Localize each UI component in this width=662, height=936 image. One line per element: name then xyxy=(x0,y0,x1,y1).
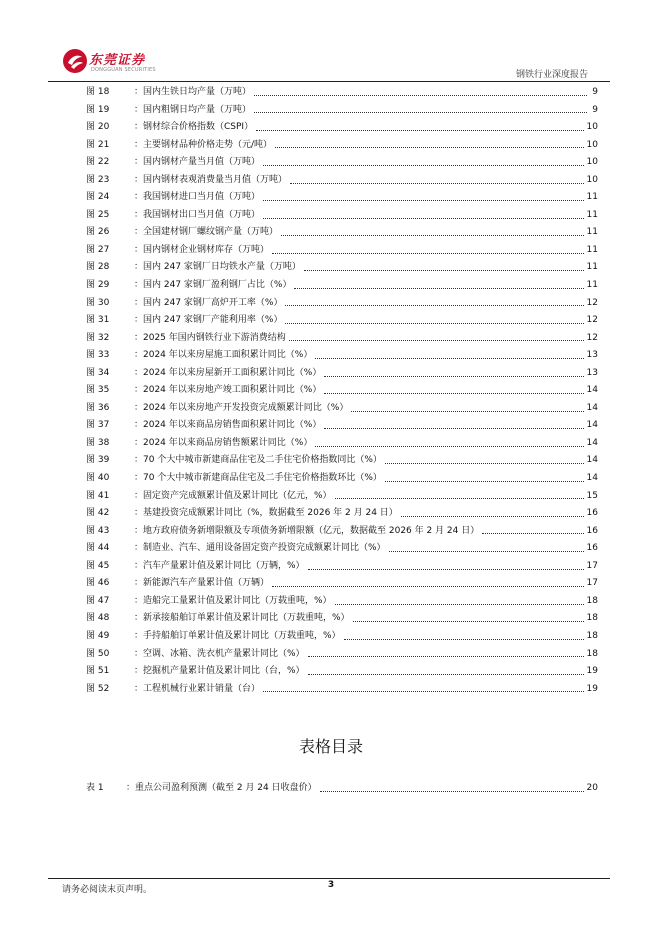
toc-entry[interactable] xyxy=(86,295,598,313)
toc-entry-leader xyxy=(385,462,584,464)
toc-entry-page: 16 xyxy=(586,543,598,554)
toc-entry-title: ：我国钢材出口当月值（万吨） xyxy=(134,209,261,220)
toc-entry-label: 图 25 xyxy=(86,209,110,220)
page-header xyxy=(0,0,662,84)
toc-entry-title: ：国内钢材企业钢材库存（万吨） xyxy=(134,244,270,255)
toc-entry-page: 10 xyxy=(586,174,598,185)
toc-entry[interactable] xyxy=(86,663,598,681)
toc-entry-page: 11 xyxy=(586,280,598,291)
toc-entry-title: ：地方政府债务新增限额及专项债务新增限额（亿元，数据截至 2026 年 2 月 24 日） xyxy=(134,525,480,536)
toc-entry-title: ：国内 247 家钢厂日均铁水产量（万吨） xyxy=(134,262,301,273)
toc-entry[interactable] xyxy=(86,347,598,365)
report-type: 钢铁行业深度报告 xyxy=(515,70,588,80)
toc-entry-title: ：国内 247 家钢厂产能利用率（%） xyxy=(134,315,283,326)
toc-entry-label: 图 38 xyxy=(86,437,110,448)
footer-disclaimer: 请务必阅读末页声明。 xyxy=(62,885,153,895)
toc-entry-label: 图 50 xyxy=(86,648,110,659)
toc-entry-page: 14 xyxy=(586,385,598,396)
toc-entry[interactable] xyxy=(86,224,598,242)
toc-entry-label: 表 1 xyxy=(86,783,104,793)
toc-entry-leader xyxy=(335,497,584,499)
toc-entry-page: 18 xyxy=(586,630,598,641)
toc-entry[interactable] xyxy=(86,119,598,137)
toc-entry-label: 图 45 xyxy=(86,560,110,571)
toc-entry-title: ：国内 247 家钢厂高炉开工率（%） xyxy=(134,297,283,308)
toc-entry-title: ：挖掘机产量累计值及累计同比（台，%） xyxy=(134,666,305,677)
toc-entry-page: 19 xyxy=(586,666,598,677)
toc-entry-page: 14 xyxy=(586,420,598,431)
toc-entry-label: 图 36 xyxy=(86,402,110,413)
toc-entry-page: 16 xyxy=(586,525,598,536)
toc-entry-title: ：国内 247 家钢厂盈利钢厂占比（%） xyxy=(134,280,292,291)
toc-entry-label: 图 49 xyxy=(86,630,110,641)
toc-entry[interactable] xyxy=(86,400,598,418)
toc-entry-leader xyxy=(263,690,584,692)
toc-entry-page: 10 xyxy=(586,122,598,133)
toc-entry-label: 图 43 xyxy=(86,525,110,536)
toc-entry[interactable] xyxy=(86,382,598,400)
toc-entry-page: 19 xyxy=(586,683,598,694)
toc-entry-leader xyxy=(385,480,584,482)
toc-entry[interactable] xyxy=(86,610,598,628)
toc-entry-label: 图 35 xyxy=(86,385,110,396)
toc-entry[interactable] xyxy=(86,470,598,488)
toc-entry[interactable] xyxy=(86,505,598,523)
toc-entry[interactable] xyxy=(86,523,598,541)
toc-entry[interactable] xyxy=(86,137,598,155)
toc-entry-leader xyxy=(263,199,584,201)
toc-entry-leader xyxy=(263,164,584,166)
toc-entry-page: 11 xyxy=(586,244,598,255)
toc-entry-title: ：工程机械行业累计销量（台） xyxy=(134,683,261,694)
toc-entry[interactable] xyxy=(86,207,598,225)
toc-entry-title: ：空调、冰箱、洗衣机产量累计同比（%） xyxy=(134,648,305,659)
toc-entry-label: 图 19 xyxy=(86,104,110,115)
toc-entry-leader xyxy=(304,269,584,271)
toc-entry-page: 11 xyxy=(586,262,598,273)
toc-entry-title: ：国内钢材表观消费量当月值（万吨） xyxy=(134,174,288,185)
toc-entry-page: 10 xyxy=(586,157,598,168)
toc-entry-label: 图 46 xyxy=(86,578,110,589)
toc-entry-label: 图 34 xyxy=(86,367,110,378)
toc-entry-title: ：国内粗钢日均产量（万吨） xyxy=(134,104,252,115)
toc-entry-page: 12 xyxy=(586,315,598,326)
toc-entry-page: 9 xyxy=(592,87,598,97)
page-number: 3 xyxy=(327,880,335,890)
toc-entry-leader xyxy=(263,217,584,219)
toc-entry-page: 10 xyxy=(586,139,598,150)
toc-entry-label: 图 37 xyxy=(86,420,110,431)
toc-entry-leader xyxy=(281,234,584,236)
toc-entry-page: 18 xyxy=(586,648,598,659)
toc-entry-leader xyxy=(315,357,583,359)
toc-entry[interactable] xyxy=(86,575,598,593)
toc-entry-page: 9 xyxy=(592,104,598,115)
toc-entry-leader xyxy=(389,550,584,552)
toc-entry-label: 图 48 xyxy=(86,613,110,624)
toc-entry-page: 12 xyxy=(586,297,598,308)
toc-entry-title: ：我国钢材进口当月值（万吨） xyxy=(134,192,261,203)
toc-entry[interactable] xyxy=(86,102,598,120)
toc-entry[interactable] xyxy=(86,365,598,383)
toc-entry-title: ：手持船舶订单累计值及累计同比（万载重吨，%） xyxy=(134,630,341,641)
toc-entry-page: 11 xyxy=(586,192,598,203)
toc-entry-label: 图 28 xyxy=(86,262,110,273)
toc-entry-leader xyxy=(335,603,584,605)
toc-entry[interactable] xyxy=(86,488,598,506)
toc-entry-title: ：国内生铁日均产量（万吨） xyxy=(134,87,252,97)
toc-entry-label: 图 51 xyxy=(86,666,110,677)
toc-entry-title: ：新能源汽车产量累计值（万辆） xyxy=(134,578,270,589)
toc-entry-label: 图 29 xyxy=(86,280,110,291)
toc-entry[interactable] xyxy=(86,242,598,260)
toc-entry-title: ：主要钢材品种价格走势（元/吨） xyxy=(134,139,273,150)
toc-entry[interactable] xyxy=(86,452,598,470)
toc-entry-label: 图 24 xyxy=(86,192,110,203)
toc-entry-leader xyxy=(324,427,583,429)
toc-entry-title: ：基建投资完成额累计同比（%，数据截至 2026 年 2 月 24 日） xyxy=(134,508,398,519)
toc-entry[interactable] xyxy=(86,330,598,348)
toc-entry[interactable] xyxy=(86,417,598,435)
toc-entry-page: 14 xyxy=(586,455,598,466)
toc-entry[interactable] xyxy=(86,558,598,576)
toc-entry-page: 14 xyxy=(586,473,598,484)
toc-entry-label: 图 40 xyxy=(86,473,110,484)
company-logo xyxy=(62,48,162,78)
toc-entry-leader xyxy=(256,129,583,131)
toc-entry[interactable] xyxy=(86,435,598,453)
toc-entry-label: 图 52 xyxy=(86,683,110,694)
toc-entry-page: 17 xyxy=(586,560,598,571)
toc-entry[interactable] xyxy=(86,540,598,558)
toc-entry-leader xyxy=(285,304,583,306)
toc-entry-title: ：国内钢材产量当月值（万吨） xyxy=(134,157,261,168)
toc-entry-leader xyxy=(324,392,583,394)
toc-entry[interactable] xyxy=(86,84,598,102)
toc-entry-page: 14 xyxy=(586,437,598,448)
toc-entry-page: 13 xyxy=(586,367,598,378)
toc-entry-leader xyxy=(482,532,583,534)
toc-entry-label: 图 27 xyxy=(86,244,110,255)
toc-entry-title: ：钢材综合价格指数（CSPI） xyxy=(134,122,254,133)
figures-toc xyxy=(86,84,598,698)
toc-entry-label: 图 33 xyxy=(86,350,110,361)
toc-entry-title: ：2024 年以来房地产开发投资完成额累计同比（%） xyxy=(134,402,349,413)
dongguan-securities-logo-icon xyxy=(62,48,88,74)
toc-entry-title: ：固定资产完成额累计值及累计同比（亿元，%） xyxy=(134,490,332,501)
toc-entry-leader xyxy=(324,375,583,377)
toc-entry-label: 图 47 xyxy=(86,595,110,606)
toc-entry-page: 11 xyxy=(586,209,598,220)
toc-entry-page: 20 xyxy=(586,783,598,793)
toc-entry-leader xyxy=(353,620,584,622)
toc-entry-leader xyxy=(289,339,584,341)
toc-entry-page: 18 xyxy=(586,613,598,624)
toc-entry[interactable] xyxy=(86,189,598,207)
toc-entry-page: 16 xyxy=(586,508,598,519)
toc-entry-page: 11 xyxy=(586,227,598,238)
toc-entry-page: 18 xyxy=(586,595,598,606)
toc-entry[interactable] xyxy=(86,277,598,295)
header-divider xyxy=(48,81,610,82)
toc-entry-page: 14 xyxy=(586,402,598,413)
toc-entry-title: ：2025 年国内钢铁行业下游消费结构 xyxy=(134,332,286,343)
toc-entry[interactable] xyxy=(86,259,598,277)
toc-entry-leader xyxy=(254,94,587,96)
toc-entry-page: 17 xyxy=(586,578,598,589)
toc-entry-title: ：重点公司盈利预测（截至 2 月 24 日收盘价） xyxy=(126,783,317,793)
toc-entry-title: ：2024 年以来商品房销售面积累计同比（%） xyxy=(134,420,322,431)
toc-entry-label: 图 44 xyxy=(86,543,110,554)
toc-entry[interactable] xyxy=(86,646,598,664)
toc-entry-label: 图 26 xyxy=(86,227,110,238)
logo-name: 东莞证券 xyxy=(89,53,146,68)
toc-entry-label: 图 22 xyxy=(86,157,110,168)
toc-entry-title: ：70 个大中城市新建商品住宅及二手住宅价格指数同比（%） xyxy=(134,455,382,466)
toc-entry-leader xyxy=(272,252,584,254)
footer-divider xyxy=(48,878,610,879)
toc-entry-title: ：全国建材钢厂螺纹钢产量（万吨） xyxy=(134,227,279,238)
toc-entry[interactable] xyxy=(86,154,598,172)
toc-entry[interactable] xyxy=(86,172,598,190)
toc-entry-title: ：新承接船舶订单累计值及累计同比（万载重吨，%） xyxy=(134,613,350,624)
logo-subtitle: DONGGUAN SECURITIES xyxy=(91,67,156,73)
toc-entry-label: 图 42 xyxy=(86,508,110,519)
toc-entry-label: 图 30 xyxy=(86,297,110,308)
toc-entry-leader xyxy=(315,445,583,447)
toc-entry-leader xyxy=(290,182,584,184)
toc-entry-label: 图 39 xyxy=(86,455,110,466)
toc-entry-page: 13 xyxy=(586,350,598,361)
toc-entry-leader xyxy=(275,146,584,148)
toc-entry-leader xyxy=(351,410,583,412)
toc-entry-title: ：2024 年以来房屋施工面积累计同比（%） xyxy=(134,350,313,361)
toc-entry-label: 图 21 xyxy=(86,139,110,150)
toc-entry[interactable] xyxy=(86,593,598,611)
toc-entry-label: 图 20 xyxy=(86,122,110,133)
toc-entry[interactable] xyxy=(86,681,598,699)
toc-entry-title: ：汽车产量累计值及累计同比（万辆，%） xyxy=(134,560,305,571)
toc-entry-title: ：2024 年以来商品房销售额累计同比（%） xyxy=(134,437,313,448)
toc-entry-title: ：70 个大中城市新建商品住宅及二手住宅价格指数环比（%） xyxy=(134,473,382,484)
toc-entry-title: ：2024 年以来房地产竣工面积累计同比（%） xyxy=(134,385,322,396)
toc-entry-leader xyxy=(308,673,584,675)
toc-entry-title: ：造船完工量累计值及累计同比（万载重吨，%） xyxy=(134,595,332,606)
toc-entry-leader xyxy=(294,287,583,289)
toc-entry[interactable] xyxy=(86,312,598,330)
toc-entry-title: ：制造业、汽车、通用设备固定资产投资完成额累计同比（%） xyxy=(134,543,386,554)
toc-entry-page: 15 xyxy=(586,490,598,501)
toc-entry[interactable] xyxy=(86,780,598,798)
toc-entry-leader xyxy=(254,111,587,113)
toc-entry-leader xyxy=(344,638,584,640)
toc-entry-leader xyxy=(285,322,583,324)
tables-section-title: 表格目录 xyxy=(298,737,363,756)
tables-toc xyxy=(86,780,598,798)
toc-entry-leader xyxy=(320,790,584,792)
toc-entry-label: 图 31 xyxy=(86,315,110,326)
toc-entry[interactable] xyxy=(86,628,598,646)
toc-entry-leader xyxy=(272,585,584,587)
toc-entry-title: ：2024 年以来房屋新开工面积累计同比（%） xyxy=(134,367,322,378)
toc-entry-label: 图 23 xyxy=(86,174,110,185)
toc-entry-page: 12 xyxy=(586,332,598,343)
toc-entry-label: 图 41 xyxy=(86,490,110,501)
toc-entry-leader xyxy=(308,655,584,657)
toc-entry-leader xyxy=(401,515,584,517)
toc-entry-label: 图 18 xyxy=(86,87,110,97)
toc-entry-label: 图 32 xyxy=(86,332,110,343)
toc-entry-leader xyxy=(308,568,584,570)
